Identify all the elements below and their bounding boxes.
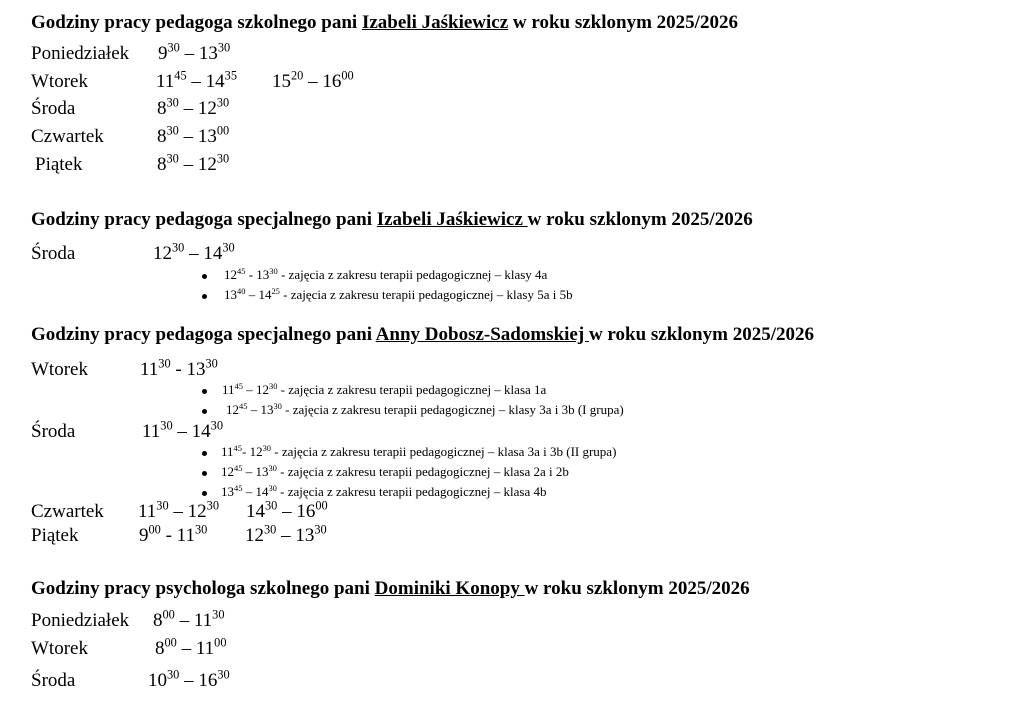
heading-prefix: Godziny pracy psychologa szkolnego pani	[31, 578, 375, 599]
bullet-icon	[202, 451, 207, 456]
section-heading-pedagog-specjalny	[31, 324, 814, 346]
heading-person-name: Izabeli Jaśkiewicz	[376, 209, 528, 230]
section-heading-psycholog	[31, 578, 750, 600]
list-item: $11^{45} - 12^{30}$ - zajęcia z zakresu terapii pedagogicznej – klasa 1a	[222, 380, 547, 397]
heading-person-name: Izabeli Jaśkiewicz	[361, 12, 509, 33]
time-range: $11^{30} - 13^{30}$	[140, 356, 218, 380]
day-label: Środa	[31, 421, 76, 442]
time-range: $8^{30} - 13^{00}$	[157, 123, 230, 147]
time-range: $9^{00} - 11^{30}$	[139, 522, 208, 546]
time-range: $9^{30} - 13^{30}$	[158, 40, 231, 64]
day-label: Czwartek	[31, 501, 104, 522]
time-range: $8^{30} - 12^{30}$	[157, 151, 230, 175]
section-heading-pedagog-szkolny	[31, 12, 738, 34]
bullet-icon	[202, 409, 207, 414]
time-range: $11^{30} - 14^{30}$	[142, 418, 223, 442]
day-label: Czwartek	[31, 126, 104, 147]
time-range: $14^{30} - 16^{00}$	[246, 498, 328, 522]
day-label: Wtorek	[31, 638, 88, 659]
list-item: $11^{45}-$ $12^{30}$ - zajęcia z zakresu terapii pedagogicznej – klasa 3a i 3b (II grupa)	[221, 442, 617, 459]
time-range: $8^{00} - 11^{30}$	[153, 607, 225, 631]
day-label: Poniedziałek	[31, 43, 130, 64]
day-label: Środa	[31, 243, 76, 264]
day-label: Piątek	[31, 525, 79, 546]
heading-suffix: w roku szklonym 2025/2026	[524, 578, 750, 599]
time-range: $15^{20} - 16^{00}$	[272, 68, 354, 92]
bullet-icon	[202, 274, 207, 279]
heading-prefix: Godziny pracy pedagoga szkolnego pani	[31, 12, 362, 33]
time-range: $11^{30} - 12^{30}$	[138, 498, 219, 522]
list-item: $12^{45} - 13^{30}$ - zajęcia z zakresu terapii pedagogicznej – klasy 3a i 3b (I grupa)	[226, 400, 624, 417]
heading-suffix: w roku szklonym 2025/2026	[508, 12, 738, 33]
day-label: Piątek	[35, 154, 83, 175]
list-item: $13^{40} - 14^{25}$ - zajęcia z zakresu terapii pedagogicznej – klasy 5a i 5b	[224, 285, 573, 302]
time-range: $8^{30} - 12^{30}$	[157, 95, 230, 119]
day-label: Wtorek	[31, 71, 88, 92]
heading-person-name: Dominiki Konopy	[374, 578, 525, 599]
day-label: Wtorek	[31, 359, 88, 380]
day-label: Środa	[31, 98, 76, 119]
section-heading-pedagog-specjalny	[31, 209, 753, 231]
list-item: $12^{45} - 13^{30}$ - zajęcia z zakresu terapii pedagogicznej – klasy 4a	[224, 265, 548, 282]
list-item: $13^{45} - 14^{30}$ - zajęcia z zakresu terapii pedagogicznej – klasa 4b	[221, 482, 547, 499]
bullet-icon	[202, 491, 207, 496]
time-range: $11^{45} - 14^{35}$	[156, 68, 237, 92]
heading-suffix: w roku szklonym 2025/2026	[588, 324, 814, 345]
day-label: Środa	[31, 670, 76, 691]
heading-prefix: Godziny pracy pedagoga specjalnego pani	[31, 324, 376, 345]
bullet-icon	[202, 294, 207, 299]
heading-prefix: Godziny pracy pedagoga specjalnego pani	[31, 209, 377, 230]
time-range: $12^{30} - 13^{30}$	[245, 522, 327, 546]
time-range: $10^{30} - 16^{30}$	[148, 667, 230, 691]
heading-suffix: w roku szklonym 2025/2026	[527, 209, 753, 230]
time-range: $12^{30} - 14^{30}$	[153, 240, 235, 264]
list-item: $12^{45} - 13^{30}$ - zajęcia z zakresu terapii pedagogicznej – klasa 2a i 2b	[221, 462, 569, 479]
bullet-icon	[202, 471, 207, 476]
bullet-icon	[202, 389, 207, 394]
time-range: $8^{00} - 11^{00}$	[155, 635, 227, 659]
day-label: Poniedziałek	[31, 610, 130, 631]
heading-person-name: Anny Dobosz-Sadomskiej	[375, 324, 589, 345]
